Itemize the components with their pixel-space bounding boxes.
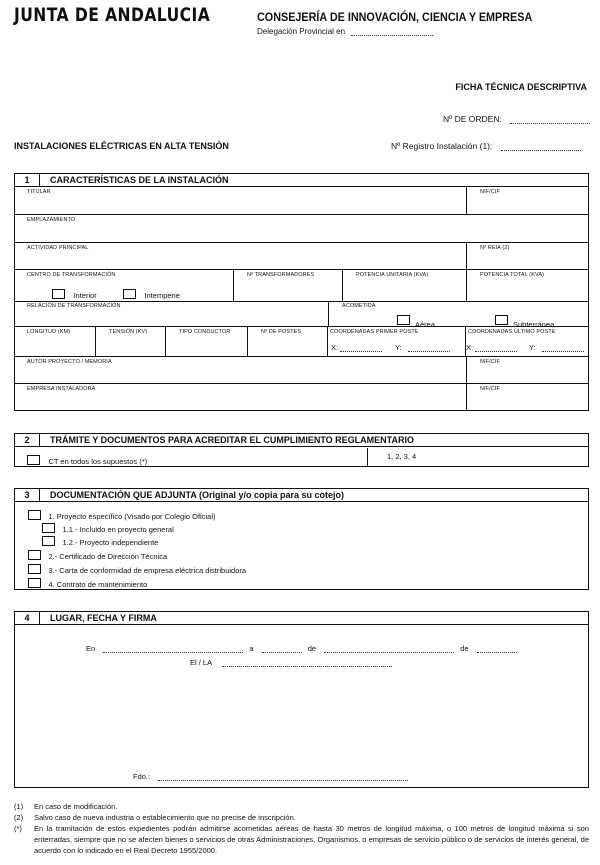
coord-primer-label: COORDENADAS PRIMER POSTE [330,329,419,335]
centro-label: CENTRO DE TRANSFORMACIÓN [27,272,116,278]
footnote-mark: (1) [14,802,24,811]
registro-line [391,141,581,151]
empresa-field[interactable] [15,384,467,410]
acometida-label: ACOMETIDA [342,303,376,309]
empresa-nif-field[interactable] [467,384,588,410]
aerea-label: Aérea [415,320,436,329]
intemperie-checkbox[interactable] [123,289,136,299]
intemperie-option[interactable] [123,285,180,303]
autor-label: AUTOR PROYECTO / MEMORIA [27,359,112,365]
orden-line [443,114,590,124]
nif-label: NIF/CIF [480,189,500,195]
doc-item-3-checkbox[interactable] [28,564,41,574]
dia-input[interactable] [262,645,302,653]
acometida-field [329,302,588,329]
coord-ultimo-y-input[interactable] [542,344,584,352]
footnote [14,801,589,812]
y-label: Y: [529,343,536,352]
coord-ultimo-y[interactable] [529,343,584,352]
empresa-label: EMPRESA INSTALADORA [27,386,96,392]
el-la-line [190,658,392,667]
row-actividad [15,243,588,270]
section-4 [14,611,589,788]
doc-item-4[interactable] [28,574,147,592]
doc-item-4-label: 4. Contrato de mantenimiento [48,580,148,589]
registro-label: Nº Registro Instalación (1): [391,141,493,151]
footnote-text: En la tramitación de estos expedientes podrán admitirse acometidas aéreas de hasta 30 metros de longitud máxima, o 100 metros de longitud máxima si son enterradas, siempre que no se afecten bienes o servicios de otras Administraciones, Organismos, o empresas de servicio público o de servicios de interés general, de acuerdo con lo indicado en el Real Decreto 1955/2000. [34,824,589,855]
doc-item-1-label: 1. Proyecto específico (Visado por Colegio Oficial) [48,512,216,521]
autor-field[interactable] [15,357,467,383]
y-label: Y: [395,343,402,352]
row-centro [15,270,588,302]
interior-option[interactable] [52,285,97,303]
place-date-line [86,644,517,653]
row-relacion [15,302,588,327]
actividad-field[interactable] [15,243,467,269]
tension-label: TENSIÓN (KV) [109,329,148,335]
row-empresa [15,384,588,410]
interior-checkbox[interactable] [52,289,65,299]
ct-option[interactable] [15,448,368,466]
nif-label: NIF/CIF [480,359,500,365]
relacion-field[interactable] [15,302,329,326]
potencia-total-label: POTENCIA TOTAL (KVA) [480,272,545,278]
coord-ultimo-x-input[interactable] [475,344,517,352]
coord-primer-x-input[interactable] [340,344,382,352]
tipo-conductor-field[interactable] [166,327,248,356]
de-label-2: de [460,644,469,653]
section-2-header [15,434,588,447]
de-label-1: de [307,644,317,653]
doc-item-2-label: 2.- Certificado de Dirección Técnica [48,552,168,561]
n-transformadores-label: Nº TRANSFORMADORES [247,272,315,278]
footnote-mark: (*) [14,824,22,833]
section-3-header [15,489,588,502]
coord-ultimo-x[interactable] [466,343,517,352]
footnote-text: En caso de modificación. [34,802,118,811]
coord-primer-x[interactable] [331,343,382,352]
ct-checkbox[interactable] [27,455,40,465]
titular-label: TITULAR [27,189,51,195]
subterranea-label: Subterránea [513,320,555,329]
potencia-unitaria-field[interactable] [343,270,467,301]
section-1-header [15,174,588,187]
firma-line [133,772,408,781]
fdo-label: Fdo.: [133,772,151,781]
row-titular [15,187,588,215]
reia-field[interactable] [467,243,588,269]
doc-item-3-label: 3.- Carta de conformidad de empresa eléctrica distribuidora [48,566,247,575]
organization-logo: JUNTA DE ANDALUCIA [14,4,211,26]
longitud-label: LONGITUD (KM) [27,329,71,335]
en-label: En [86,644,96,653]
orden-label: Nº DE ORDEN: [443,114,502,124]
delegacion-label: Delegación Provincial en [257,27,346,36]
coord-primer-field [328,327,466,356]
coord-primer-y-input[interactable] [408,344,450,352]
section-1-number: 1 [15,174,40,186]
firma-input[interactable] [158,773,408,781]
ano-input[interactable] [477,645,517,653]
autor-nif-field[interactable] [467,357,588,383]
section-1-title: CARACTERÍSTICAS DE LA INSTALACIÓN [50,175,229,185]
titular-nif-field[interactable] [467,187,588,214]
ct-docs: 1, 2, 3, 4 [387,452,417,461]
actividad-label: ACTIVIDAD PRINCIPAL [27,245,89,251]
doc-item-1-2-label: 1.2.- Proyecto independiente [62,538,159,547]
longitud-field[interactable] [15,327,96,356]
emplazamiento-label: EMPLAZAMIENTO [27,217,76,223]
tension-field[interactable] [96,327,166,356]
section-3-title: DOCUMENTACIÓN QUE ADJUNTA (Original y/o copia para su cotejo) [50,490,345,500]
ct-label: CT en todos los supuestos (*) [48,457,148,466]
aerea-checkbox[interactable] [397,315,410,325]
tipo-conductor-label: TIPO CONDUCTOR [179,329,231,335]
el-la-input[interactable] [222,659,392,667]
section-3-number: 3 [15,489,40,501]
delegacion-line [257,27,433,36]
delegacion-input[interactable] [351,28,433,36]
doc-item-1-checkbox[interactable] [28,510,41,520]
doc-item-1-2-checkbox[interactable] [42,536,55,546]
coord-primer-y[interactable] [395,343,450,352]
lugar-input[interactable] [103,645,243,653]
interior-label: Interior [73,291,97,300]
footnote [14,812,589,823]
coord-ultimo-field [466,327,588,356]
section-1 [14,173,589,411]
footnote [14,823,589,856]
emplazamiento-field[interactable] [15,215,588,243]
footnote-mark: (2) [14,813,24,822]
n-postes-field[interactable] [248,327,328,356]
row-linea [15,327,588,357]
registro-input[interactable] [501,143,581,151]
doc-item-1-1-label: 1.1.- Incluido en proyecto general [62,525,174,534]
x-label: X: [466,343,474,352]
section-4-number: 4 [15,612,40,624]
a-label: a [249,644,254,653]
consejeria-title: CONSEJERÍA DE INNOVACIÓN, CIENCIA Y EMPRESA [257,10,533,24]
doc-item-4-checkbox[interactable] [28,578,41,588]
section-3 [14,488,589,590]
intemperie-label: Intemperie [144,291,180,300]
footnotes [14,801,589,856]
n-postes-label: Nº DE POSTES [261,329,302,335]
nif-label: NIF/CIF [480,386,500,392]
section-2-number: 2 [15,434,40,446]
el-la-label: El / LA [190,658,212,667]
relacion-label: RELACIÓN DE TRANSFORMACIÓN [27,303,121,309]
subterranea-checkbox[interactable] [495,315,508,325]
section-4-title: LUGAR, FECHA Y FIRMA [50,613,157,623]
titular-field[interactable] [15,187,467,214]
document-title: FICHA TÉCNICA DESCRIPTIVA [455,82,587,92]
mes-input[interactable] [324,645,454,653]
row-autor [15,357,588,384]
reia-label: Nº REIA (2) [480,245,510,251]
section-4-header [15,612,588,625]
orden-input[interactable] [510,116,590,124]
centro-field [15,270,234,301]
installation-type: INSTALACIONES ELÉCTRICAS EN ALTA TENSIÓN [14,141,229,151]
potencia-unitaria-label: POTENCIA UNITARIA (KVA) [356,272,429,278]
section-2-title: TRÁMITE Y DOCUMENTOS PARA ACREDITAR EL CUMPLIMIENTO REGLAMENTARIO [50,435,415,445]
x-label: X: [331,343,339,352]
section-2 [14,433,589,467]
doc-item-2-checkbox[interactable] [28,550,41,560]
footnote-text: Salvo caso de nueva industria o establecimiento que no precise de inscripción. [34,813,296,822]
potencia-total-field[interactable] [467,270,588,301]
n-transformadores-field[interactable] [234,270,343,301]
coord-ultimo-label: COORDENADAS ÚLTIMO POSTE [468,329,556,335]
